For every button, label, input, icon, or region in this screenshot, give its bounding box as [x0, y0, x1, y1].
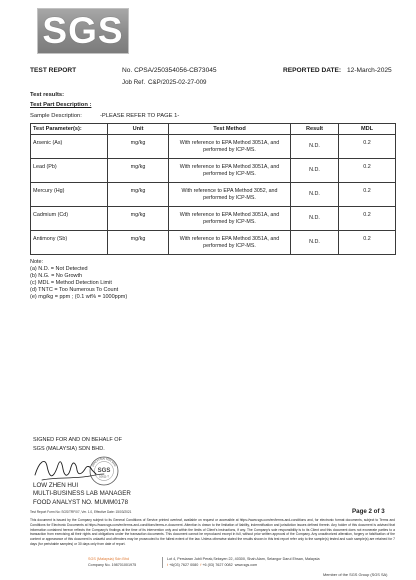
- cell-parameter: Antimony (Sb): [31, 231, 108, 255]
- test-part-description-heading: Test Part Description :: [30, 102, 92, 108]
- header-unit: Unit: [108, 124, 169, 135]
- reported-date: 12-March-2025: [347, 67, 392, 74]
- test-results-heading: Test results:: [30, 92, 65, 98]
- stamp-center-text: SGS: [97, 468, 111, 474]
- cell-parameter: Cadmium (Cd): [31, 207, 108, 231]
- sample-description-value: -PLEASE REFER TO PAGE 1-: [100, 113, 180, 119]
- table-row: [31, 183, 396, 207]
- sgs-group-membership: Member of the SGS Group (SGS SA): [323, 572, 388, 577]
- cell-parameter: Lead (Pb): [31, 159, 108, 183]
- method-line: With reference to EPA Method 3051A, and: [179, 211, 280, 218]
- form-number: Test Report Form No: SGS/TRF/07, Ver. 1.0, Effective Date: 15/03/2021: [30, 510, 132, 514]
- signature-scribble: [35, 461, 96, 475]
- method-line: With reference to EPA Method 3052, and: [181, 187, 278, 194]
- table-row: [31, 207, 396, 231]
- table-header-row: [31, 124, 396, 135]
- cell-result: N.D.: [291, 183, 339, 207]
- method-line: With reference to EPA Method 3051A, and: [179, 163, 280, 170]
- method-line: performed by ICP-MS.: [203, 146, 256, 153]
- table-row: [31, 159, 396, 183]
- report-title: TEST REPORT: [30, 67, 77, 74]
- cell-method: [169, 135, 291, 159]
- header-mdl: MDL: [339, 124, 396, 135]
- signature-and-stamp: [30, 452, 130, 486]
- report-number: No. CPSA/250354056-CB73045: [122, 67, 217, 74]
- cell-mdl: 0.2: [339, 135, 396, 159]
- method-line: performed by ICP-MS.: [203, 194, 256, 201]
- cell-method: [169, 159, 291, 183]
- footer-address: Lot 4, Persiaran Jubli Perak,Seksyen 22, 40300, Shah Alam, Selangor Darul Ehsan, Malaysia: [167, 557, 320, 561]
- note-item: (d) TNTC = Too Numerous To Count: [30, 287, 119, 293]
- website-link[interactable]: www.sgs.com: [234, 563, 258, 567]
- note-item: (b) N.G. = No Growth: [30, 273, 83, 279]
- table-row: [31, 135, 396, 159]
- footer-company-name: SGS (Malaysia) Sdn Bhd: [88, 557, 129, 561]
- signatory-role: MULTI-BUSINESS LAB MANAGER: [33, 490, 131, 497]
- stamp-number: 10611-T: [99, 475, 109, 479]
- table-row: [31, 231, 396, 255]
- header-test-method: Test Method: [169, 124, 291, 135]
- tel-label: t: [167, 563, 169, 567]
- fax-label: f: [200, 563, 202, 567]
- cell-result: N.D.: [291, 207, 339, 231]
- footer-divider: [162, 557, 163, 568]
- cell-result: N.D.: [291, 135, 339, 159]
- legal-disclaimer: This document is issued by the Company subject to its General Conditions of Service printed overleaf, available on request or accessible at https://www.sgs.com/en/terms-and-conditions and, for electronic format documents, subject to Terms and Conditions for Electronic Documents at https://www.sgs.com/en/terms-and-conditions/terms-e-document. Attention is drawn to the limitation of liability, indemnification and jurisdiction issues defined therein. Any holder of this document is advised that information contained hereon reflects the Company's findings at the time of its intervention only and within the limits of Client's instructions, if any. The Company's sole responsibility is to its Client and this document does not exonerate parties to a transaction from exercising all their rights and obligations under the transaction documents. This document cannot be reproduced except in full, without prior written approval of the Company. Any unauthorized alteration, forgery or falsification of the content or appearance of this document is unlawful and offenders may be prosecuted to the fullest extent of the law. Unless otherwise stated the results shown in this test report refer only to the sample(s) tested and such sample(s) are retained for 7 days (for perishable samples) or 30 days only from date of report.: [30, 518, 395, 546]
- cell-unit: mg/kg: [108, 183, 169, 207]
- footer-contact: [167, 563, 257, 568]
- sample-description-label: Sample Description:: [30, 113, 82, 119]
- note-item: (e) mg/kg = ppm ; (0.1 wt% = 1000ppm): [30, 294, 128, 300]
- cell-parameter: Mercury (Hg): [31, 183, 108, 207]
- cell-unit: mg/kg: [108, 231, 169, 255]
- stamp-ring-path-text: (MALAYSIA) SDN BHD: [91, 457, 117, 468]
- sgs-logo-text: SGS: [42, 10, 124, 51]
- sgs-logo: [37, 8, 129, 54]
- cell-unit: mg/kg: [108, 135, 169, 159]
- results-table: [30, 123, 396, 255]
- notes-title: Note:: [30, 259, 44, 265]
- signing-company: SGS (MALAYSIA) SDN BHD.: [33, 446, 105, 452]
- signature-flourish: [42, 474, 104, 480]
- method-line: With reference to EPA Method 3051A, and: [179, 139, 280, 146]
- fax-number: +6 (03) 7627 0082: [202, 563, 233, 567]
- cell-method: [169, 183, 291, 207]
- signed-on-behalf-line: SIGNED FOR AND ON BEHALF OF: [33, 437, 122, 443]
- cell-result: N.D.: [291, 159, 339, 183]
- header-result: Result: [291, 124, 339, 135]
- job-ref: C&P/2025-02-27-009: [148, 79, 207, 86]
- cell-mdl: 0.2: [339, 159, 396, 183]
- cell-unit: mg/kg: [108, 207, 169, 231]
- cell-method: [169, 207, 291, 231]
- company-stamp: [90, 456, 118, 485]
- stamp-ring-text: [91, 456, 118, 467]
- note-item: (a) N.D. = Not Detected: [30, 266, 88, 272]
- cell-result: N.D.: [291, 231, 339, 255]
- method-line: With reference to EPA Method 3051A, and: [179, 235, 280, 242]
- cell-mdl: 0.2: [339, 231, 396, 255]
- signatory-analyst-no: FOOD ANALYST NO. MUMM0178: [33, 499, 129, 506]
- cell-mdl: 0.2: [339, 183, 396, 207]
- job-ref-label: Job Ref.: [122, 79, 146, 86]
- cell-mdl: 0.2: [339, 207, 396, 231]
- method-line: performed by ICP-MS.: [203, 242, 256, 249]
- reported-date-label: REPORTED DATE:: [283, 67, 342, 74]
- footer-company-number: Company No. 198701001975: [88, 563, 137, 567]
- cell-method: [169, 231, 291, 255]
- method-line: performed by ICP-MS.: [203, 218, 256, 225]
- page-number: Page 2 of 3: [352, 508, 385, 515]
- header-test-parameter: Test Parameter(s):: [31, 124, 108, 135]
- tel-number: +6(03) 7627 0080: [169, 563, 199, 567]
- cell-unit: mg/kg: [108, 159, 169, 183]
- note-item: (c) MDL = Method Detection Limit: [30, 280, 112, 286]
- method-line: performed by ICP-MS.: [203, 170, 256, 177]
- cell-parameter: Arsenic (As): [31, 135, 108, 159]
- signatory-name: LOW ZHEN HUI: [33, 482, 79, 489]
